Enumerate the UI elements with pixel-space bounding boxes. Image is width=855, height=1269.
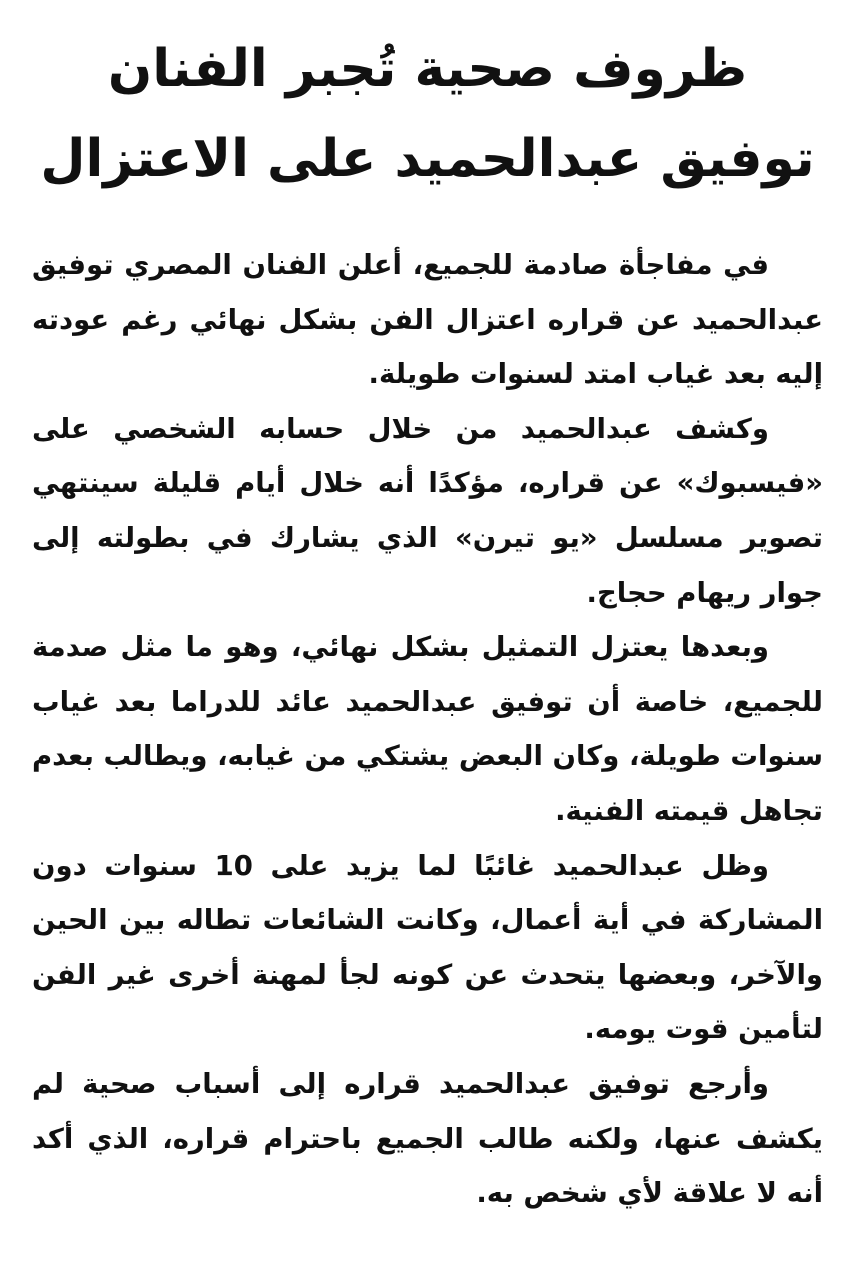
article-paragraph-5: وأرجع توفيق عبدالحميد قراره إلى أسباب صحية لم يكشف عنها، ولكنه طالب الجميع باحترام قراره، الذي أكد أنه لا علاقة لأي شخص به. [32,1067,823,1210]
headline-line-2: توفيق عبدالحميد على الاعتزال [40,129,815,189]
article-paragraph-4: وظل عبدالحميد غائبًا لما يزيد على 10 سنوات دون المشاركة في أية أعمال، وكانت الشائعات تطاله بين الحين والآخر، وبعضها يتحدث عن كونه لجأ لمهنة أخرى غير الفن لتأمين قوت يومه. [32,849,823,1046]
article-paragraph-3: وبعدها يعتزل التمثيل بشكل نهائي، وهو ما مثل صدمة للجميع، خاصة أن توفيق عبدالحميد عائد للدراما بعد غياب سنوات طويلة، وكان البعض يشتكي من غيابه، ويطالب بعدم تجاهل قيمته الفنية. [32,631,823,827]
headline-line-1: ظروف صحية تُجبر الفنان [107,39,748,99]
article-headline [20,24,835,204]
article-paragraph-1: في مفاجأة صادمة للجميع، أعلن الفنان المصري توفيق عبدالحميد عن قراره اعتزال الفن بشكل نهائي رغم عودته إليه بعد غياب امتد لسنوات طويلة. [32,249,823,391]
article-body [32,238,823,1221]
article-paragraph-2: وكشف عبدالحميد من خلال حسابه الشخصي على «فيسبوك» عن قراره، مؤكدًا أنه خلال أيام قليلة سينتهي تصوير مسلسل «يو تيرن» الذي يشارك في بطولته إلى جوار ريهام حجاج. [32,412,823,609]
